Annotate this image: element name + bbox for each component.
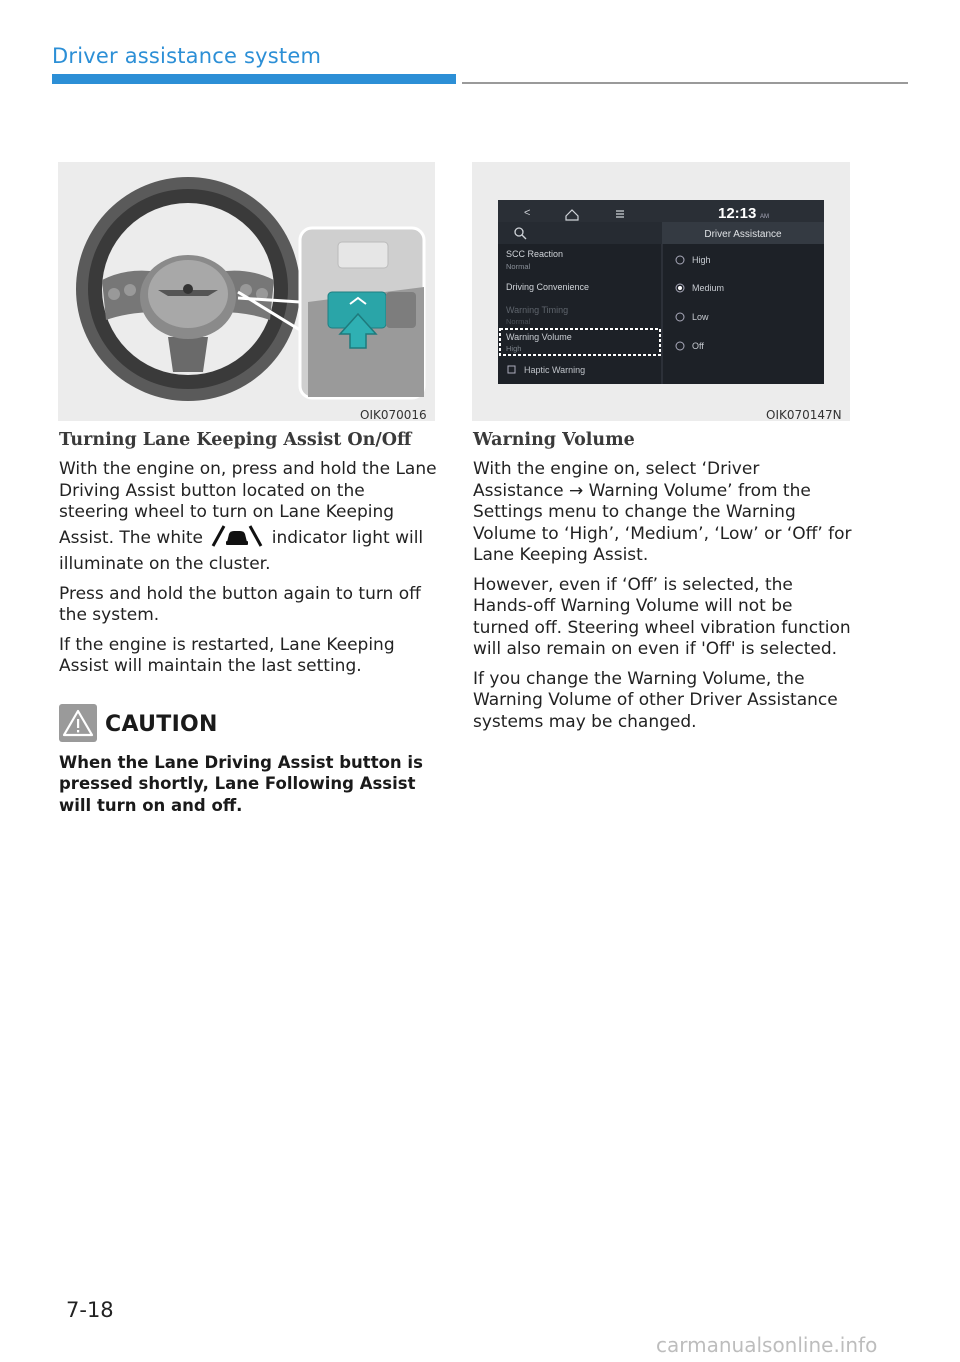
- menu-item-timing-sub: Normal: [506, 317, 531, 326]
- menu-item-volume-sub: High: [506, 344, 522, 353]
- option-low: Low: [692, 312, 709, 322]
- paragraph-6: If you change the Warning Volume, the Warning Volume of other Driver Assistance systems may be changed.: [473, 668, 838, 732]
- header-rule-gray: [462, 82, 908, 84]
- watermark: carmanualsonline.info: [656, 1333, 878, 1357]
- menu-item-timing: Warning Timing: [506, 305, 569, 315]
- caution-warning-icon: [59, 704, 97, 746]
- settings-screen-illustration: [472, 162, 850, 421]
- option-off: Off: [692, 341, 704, 351]
- header-rule-blue: [52, 74, 456, 84]
- right-column: [473, 430, 853, 741]
- menu-item-volume: Warning Volume: [506, 332, 572, 342]
- paragraph-3: If the engine is restarted, Lane Keeping Assist will maintain the last setting.: [59, 634, 395, 676]
- header-title: Driver assistance system: [52, 44, 322, 68]
- steering-wheel-figure: [58, 162, 435, 421]
- screen-clock: 12:13: [718, 205, 757, 222]
- figure-code-left: OIK070016: [360, 408, 427, 422]
- menu-item-haptic: Haptic Warning: [524, 365, 586, 375]
- menu-item-scc-sub: Normal: [506, 262, 531, 271]
- paragraph-1: [59, 459, 439, 576]
- settings-screen-figure: [472, 162, 850, 421]
- lane-keeping-indicator-icon: [210, 524, 264, 555]
- screen-panel-title: Driver Assistance: [704, 229, 782, 240]
- screen-ampm: AM: [760, 214, 769, 220]
- paragraph-5: However, even if ‘Off’ is selected, the Hands-off Warning Volume will not be turned off. Steering wheel vibration function will also remain on even if 'Off' is selected.: [473, 574, 851, 659]
- caution-header: [59, 704, 439, 746]
- caution-text: When the Lane Driving Assist button is pressed shortly, Lane Following Assist will turn on and off.: [59, 752, 423, 815]
- paragraph-1-part-b: indicator light will illuminate on the cluster.: [59, 527, 424, 574]
- option-medium: Medium: [692, 283, 725, 293]
- figure-code-right: OIK070147N: [766, 408, 842, 422]
- section-title-warning-volume: Warning Volume: [473, 430, 635, 450]
- menu-item-convenience: Driving Convenience: [506, 282, 590, 292]
- steering-wheel-illustration: [58, 162, 435, 421]
- option-high: High: [692, 255, 711, 265]
- paragraph-4: With the engine on, select ‘Driver Assistance → Warning Volume’ from the Settings menu to change the Warning Volume to ‘High’, ‘Medium’, ‘Low’ or ‘Off’ for Lane Keeping Assist.: [473, 459, 852, 565]
- left-column: [59, 430, 439, 816]
- section-title-lane-keeping: Turning Lane Keeping Assist On/Off: [59, 430, 412, 450]
- page-number: 7-18: [66, 1298, 114, 1322]
- paragraph-1-part-a: With the engine on, press and hold the Lane Driving Assist button located on the steering wheel to turn on Lane Keeping Assist. The white: [59, 459, 437, 548]
- back-icon: <: [524, 207, 531, 219]
- menu-item-scc: SCC Reaction: [506, 249, 564, 259]
- paragraph-2: Press and hold the button again to turn off the system.: [59, 583, 421, 625]
- caution-label: CAUTION: [105, 712, 218, 737]
